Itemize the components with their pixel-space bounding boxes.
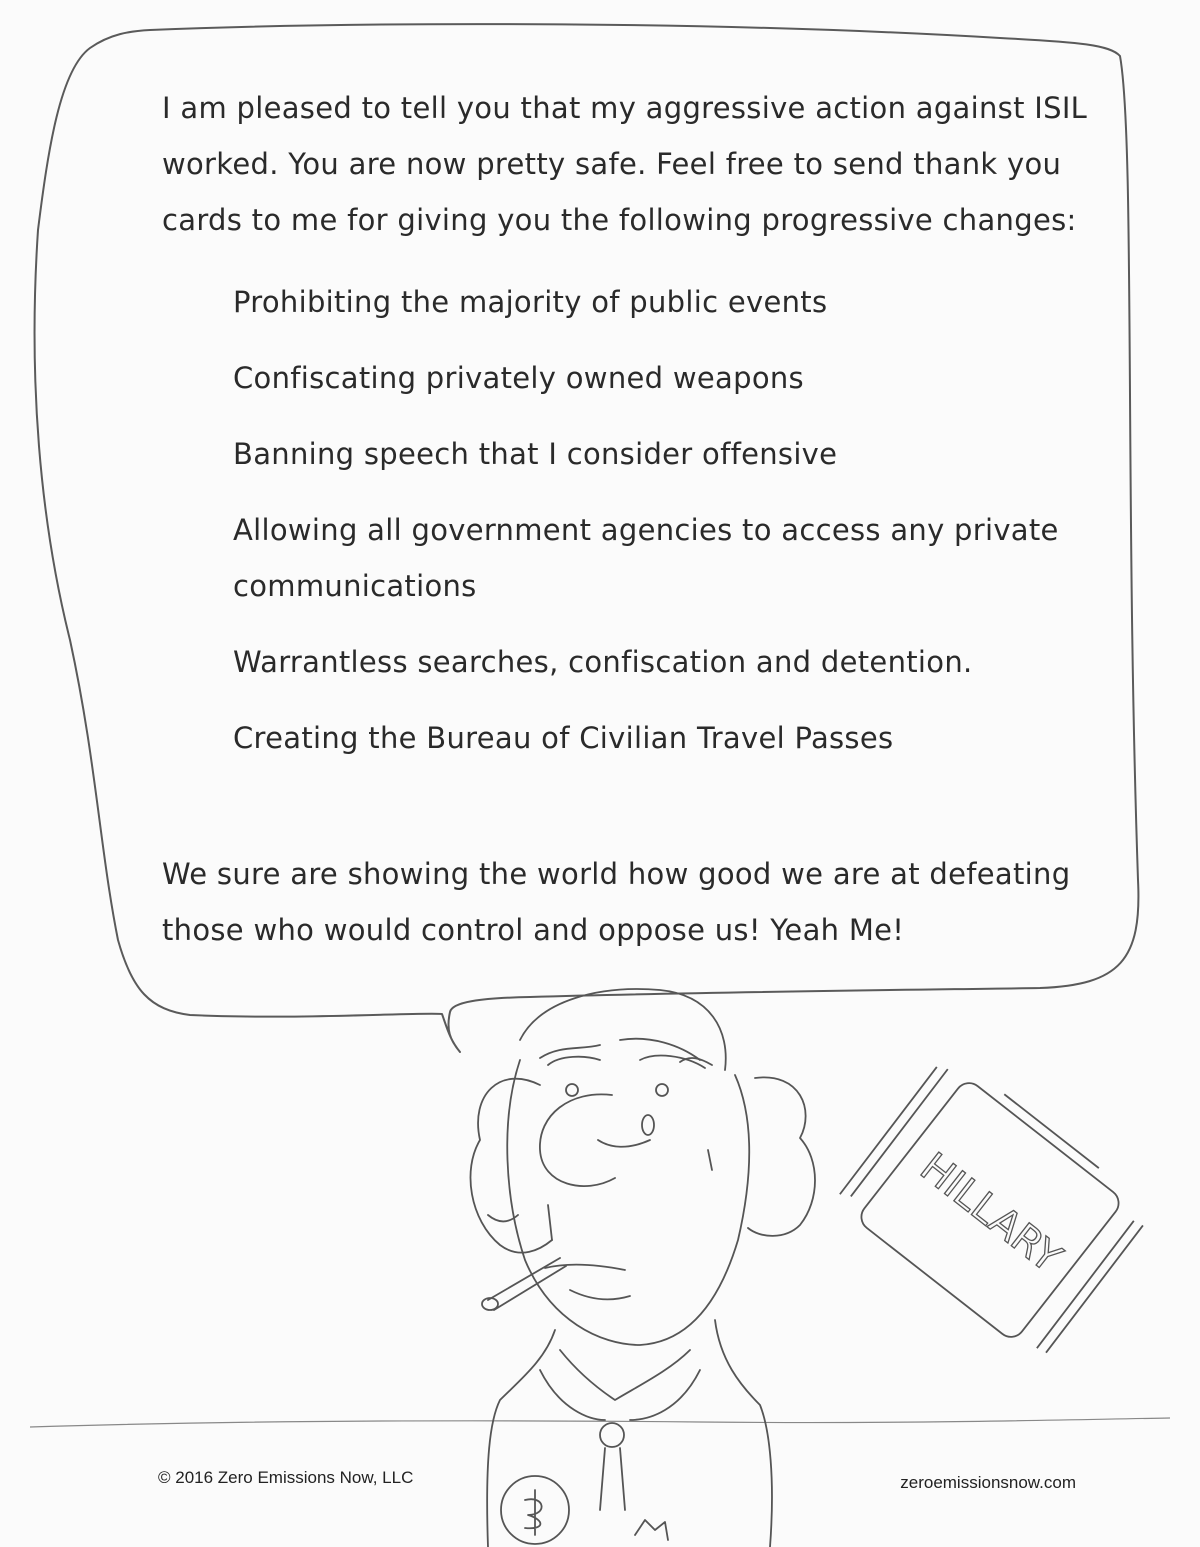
changes-list — [233, 264, 1059, 776]
change-item: Creating the Bureau of Civilian Travel Passes — [233, 721, 894, 755]
closing-line: those who would control and oppose us! Yeah Me! — [162, 913, 905, 947]
intro-line: worked. You are now pretty safe. Feel free to send thank you — [162, 147, 1062, 181]
copyright-notice: © 2016 Zero Emissions Now, LLC — [158, 1468, 414, 1487]
closing-paragraph — [162, 846, 1070, 958]
intro-line: I am pleased to tell you that my aggressive action against ISIL — [162, 91, 1088, 125]
sign-label: HILLARY — [911, 1144, 1070, 1282]
website-url: zeroemissionsnow.com — [900, 1473, 1076, 1492]
change-item: Warrantless searches, confiscation and detention. — [233, 645, 973, 679]
change-item: Confiscating privately owned weapons — [233, 361, 804, 395]
change-item: Prohibiting the majority of public events — [233, 285, 828, 319]
change-item-line: Allowing all government agencies to access any private — [233, 513, 1059, 547]
intro-paragraph — [162, 80, 1088, 248]
hillary-sign — [832, 1051, 1155, 1362]
closing-line: We sure are showing the world how good we are at defeating — [162, 857, 1071, 891]
character-drawing — [470, 989, 815, 1547]
change-item: Banning speech that I consider offensive — [233, 437, 838, 471]
change-item — [233, 492, 1059, 624]
intro-line: cards to me for giving you the following progressive changes: — [162, 203, 1077, 237]
change-item-line: communications — [233, 569, 477, 603]
